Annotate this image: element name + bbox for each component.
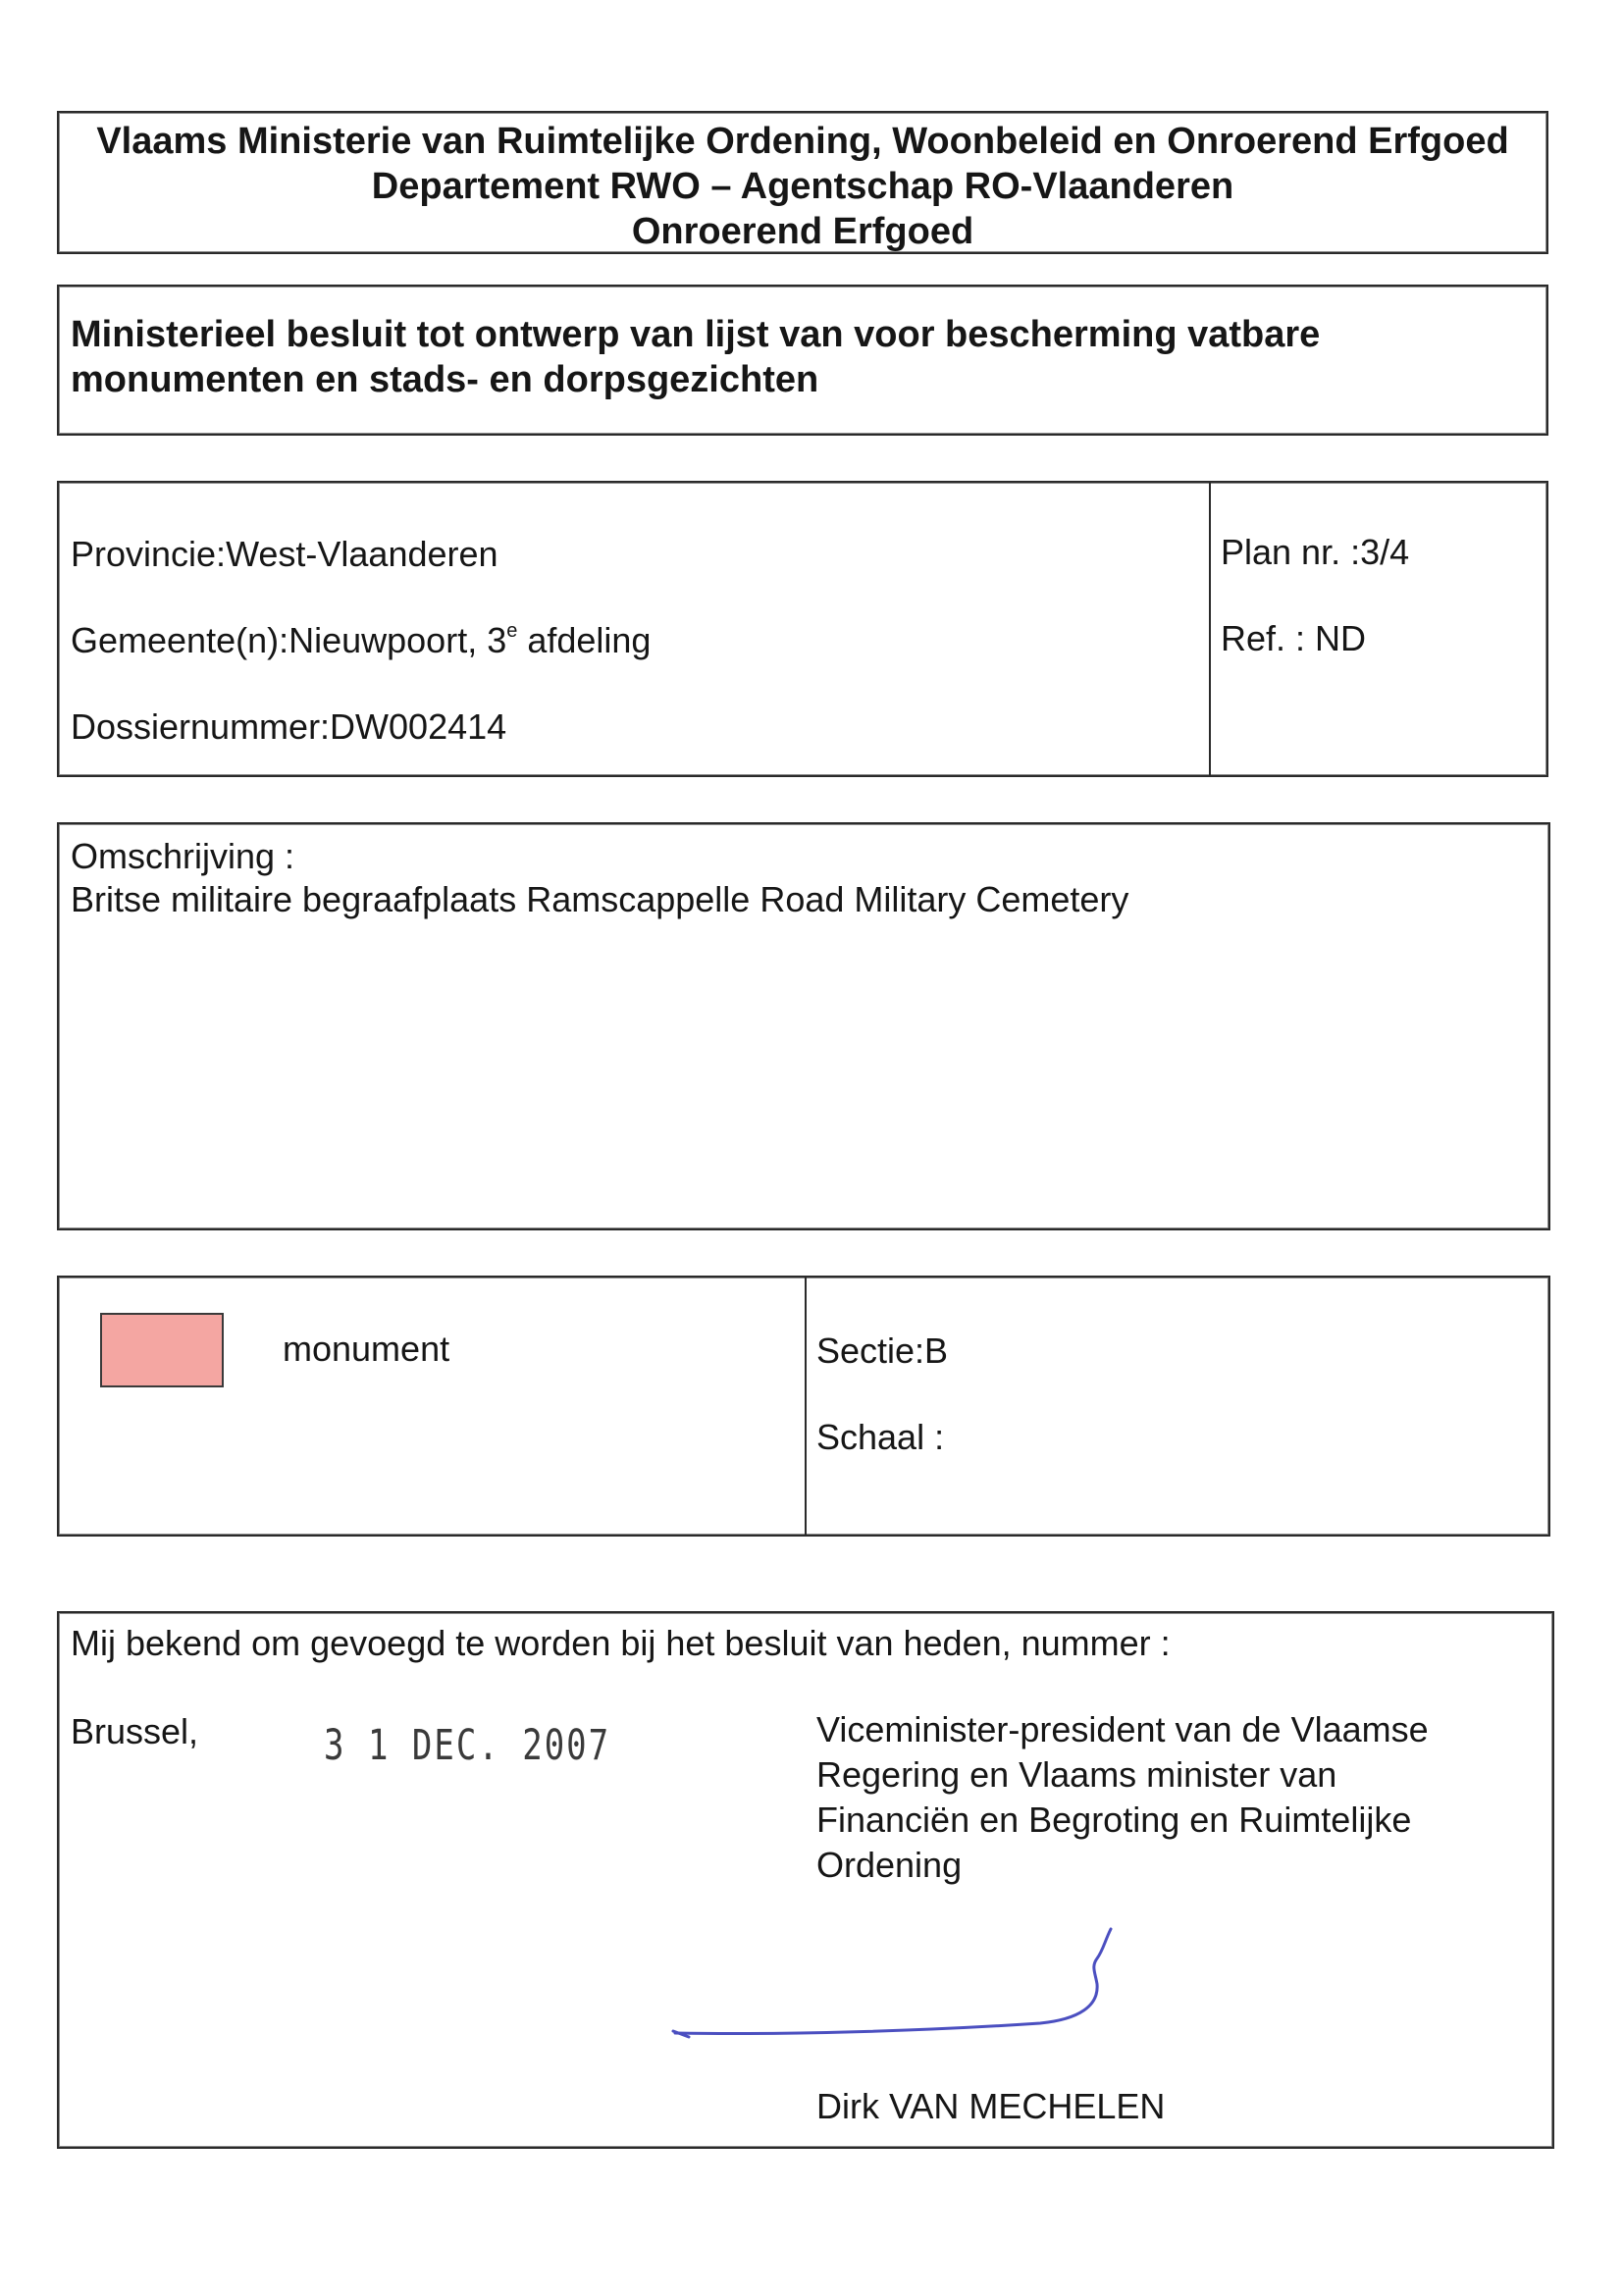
ministry-name: Vlaams Ministerie van Ruimtelijke Ordening, Woonbeleid en Onroerend Erfgoed (96, 121, 1509, 162)
decree-title (57, 285, 1548, 436)
signing-place: Brussel, (71, 1711, 199, 1751)
signature-stroke (675, 1929, 1111, 2034)
agency-name: Onroerend Erfgoed (631, 211, 974, 252)
minister-title-line2: Regering en Vlaams minister van (816, 1754, 1337, 1795)
minister-title-line4: Ordening (816, 1845, 963, 1885)
legend-box (57, 1276, 1550, 1537)
handwritten-signature (667, 1917, 1138, 2064)
description-box (57, 822, 1550, 1230)
province-field: Provincie:West-Vlaanderen (71, 534, 498, 574)
municipality-main: Gemeente(n):Nieuwpoort, 3 (71, 620, 507, 660)
dossier-number: Dossiernummer:DW002414 (71, 706, 507, 747)
plan-number: Plan nr. :3/4 (1221, 532, 1410, 572)
signatory-name: Dirk VAN MECHELEN (816, 2086, 1166, 2126)
monument-color-swatch (100, 1313, 224, 1387)
minister-title-line3: Financiën en Begroting en Ruimtelijke (816, 1800, 1412, 1840)
reference: Ref. : ND (1221, 618, 1367, 658)
signature-box (57, 1611, 1554, 2149)
attachment-statement: Mij bekend om gevoegd te worden bij het besluit van heden, nummer : (71, 1623, 1171, 1663)
ministry-header (57, 111, 1548, 254)
municipality-superscript: e (506, 620, 518, 642)
info-divider (1209, 483, 1211, 775)
department-name: Departement RWO – Agentschap RO-Vlaanderen (371, 166, 1234, 207)
location-info-box (57, 481, 1548, 777)
description-text: Britse militaire begraafplaats Ramscappelle Road Military Cemetery (71, 879, 1129, 919)
decree-title-line2: monumenten en stads- en dorpsgezichten (71, 359, 819, 400)
minister-title-line1: Viceminister-president van de Vlaamse (816, 1709, 1429, 1749)
date-stamp: 3 1 DEC. 2007 (324, 1721, 611, 1770)
section-field: Sectie:B (816, 1331, 949, 1371)
description-label: Omschrijving : (71, 836, 295, 876)
municipality-field (71, 620, 651, 661)
legend-divider (805, 1278, 807, 1535)
legend-label-monument: monument (283, 1329, 450, 1369)
decree-title-line1: Ministerieel besluit tot ontwerp van lijst van voor bescherming vatbare (71, 314, 1321, 355)
municipality-suffix: afdeling (517, 620, 652, 660)
scale-field: Schaal : (816, 1417, 945, 1457)
